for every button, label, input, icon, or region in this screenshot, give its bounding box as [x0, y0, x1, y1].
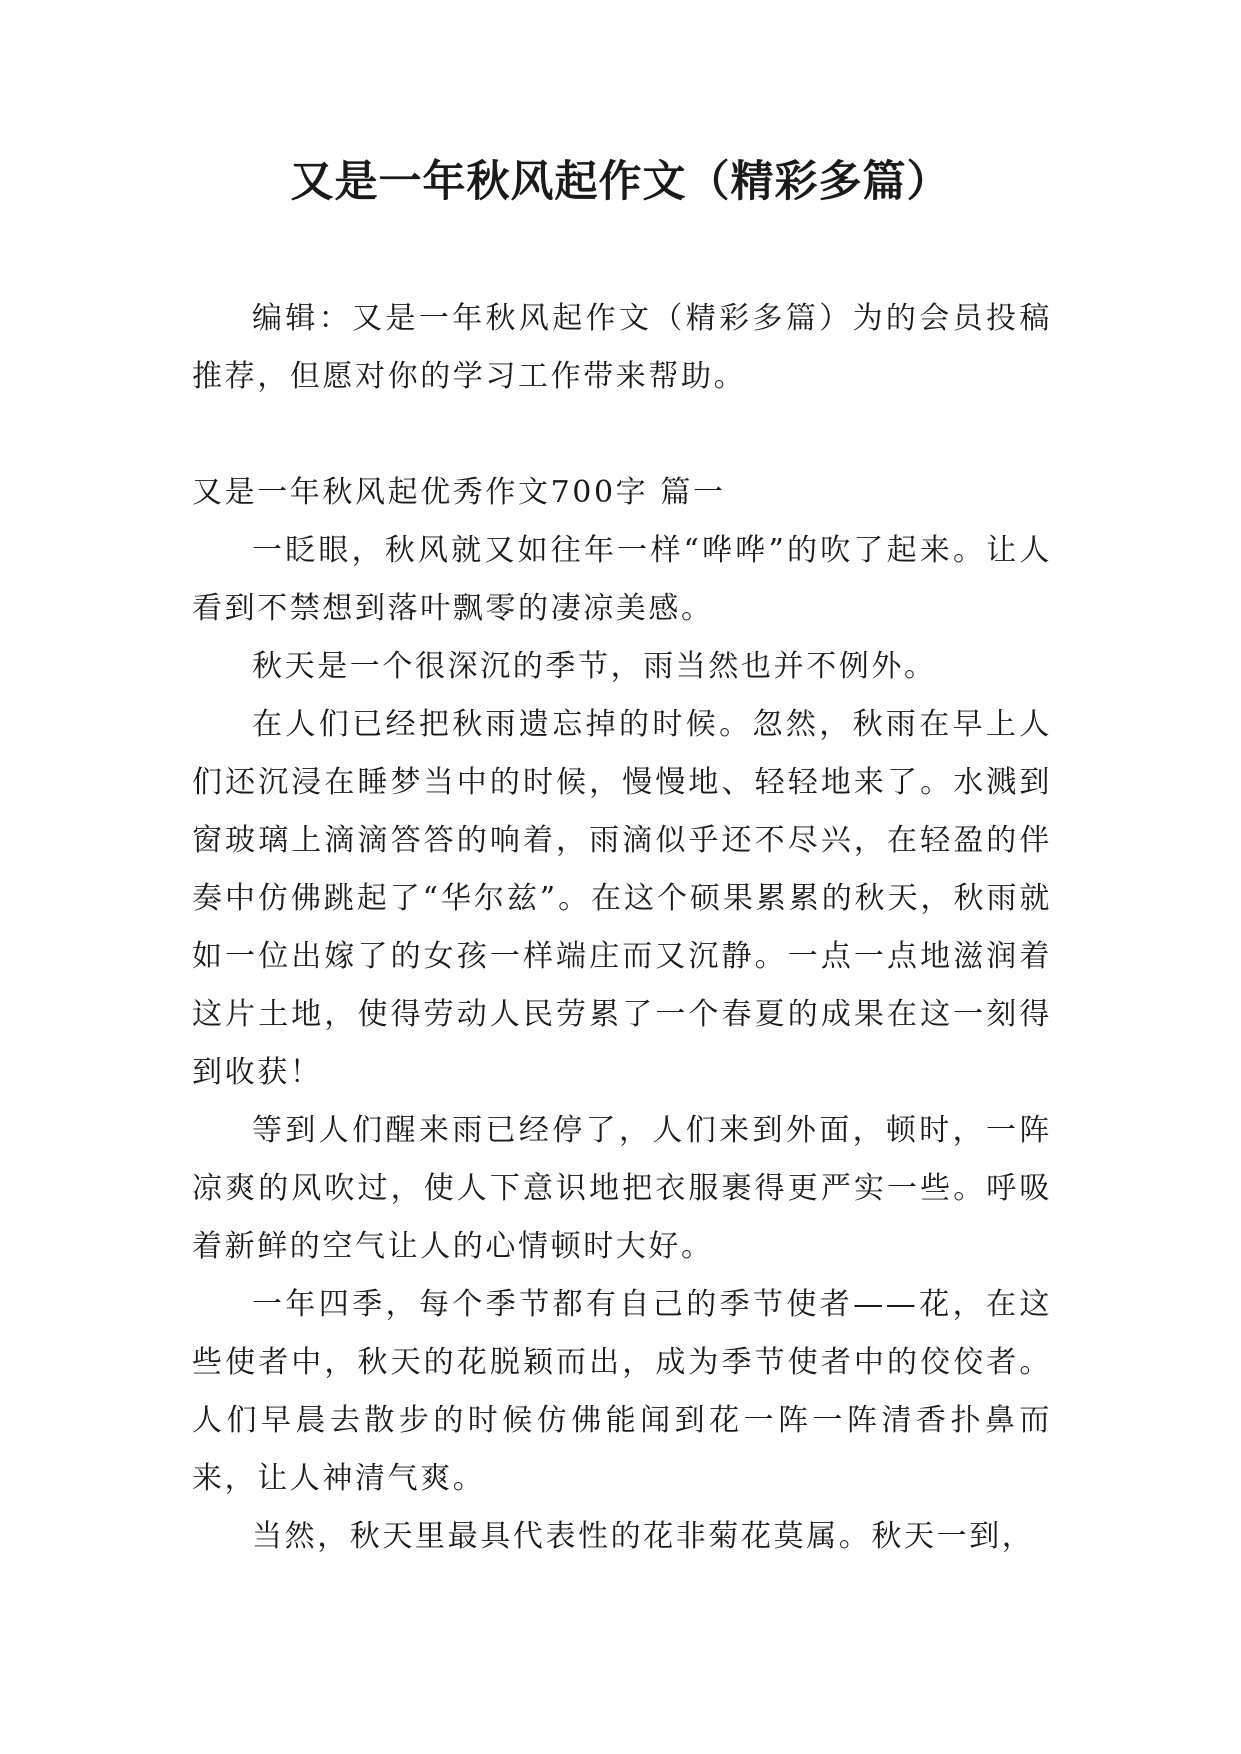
paragraph: 一眨眼，秋风就又如往年一样“哗哗”的吹了起来。让人看到不禁想到落叶飘零的凄凉美感。 — [192, 533, 1052, 626]
paragraph: 当然，秋天里最具代表性的花非菊花莫属。秋天一到， — [252, 1519, 1035, 1554]
document-body — [192, 290, 1052, 1566]
editor-note: 编辑：又是一年秋风起作文（精彩多篇）为的会员投稿推荐，但愿对你的学习工作带来帮助。 — [192, 301, 1052, 394]
paragraph: 等到人们醒来雨已经停了，人们来到外面，顿时，一阵凉爽的风吹过，使人下意识地把衣服裹得更严实一些。呼吸着新鲜的空气让人的心情顿时大好。 — [192, 1113, 1052, 1264]
paragraph: 在人们已经把秋雨遗忘掉的时候。忽然，秋雨在早上人们还沉浸在睡梦当中的时候，慢慢地、轻轻地来了。水溅到窗玻璃上滴滴答答的响着，雨滴似乎还不尽兴，在轻盈的伴奏中仿佛跳起了“华尔兹”。在这个硕果累累的秋天，秋雨就如一位出嫁了的女孩一样端庄而又沉静。一点一点地滋润着这片土地，使得劳动人民劳累了一个春夏的成果在这一刻得到收获！ — [192, 707, 1052, 1090]
document-title: 又是一年秋风起作文（精彩多篇） — [290, 157, 951, 207]
paragraph: 秋天是一个很深沉的季节，雨当然也并不例外。 — [252, 649, 937, 684]
paragraph: 一年四季，每个季节都有自己的季节使者——花，在这些使者中，秋天的花脱颖而出，成为季节使者中的佼佼者。人们早晨去散步的时候仿佛能闻到花一阵一阵清香扑鼻而来，让人神清气爽。 — [192, 1287, 1052, 1496]
section-heading: 又是一年秋风起优秀作文700字 篇一 — [192, 475, 726, 510]
